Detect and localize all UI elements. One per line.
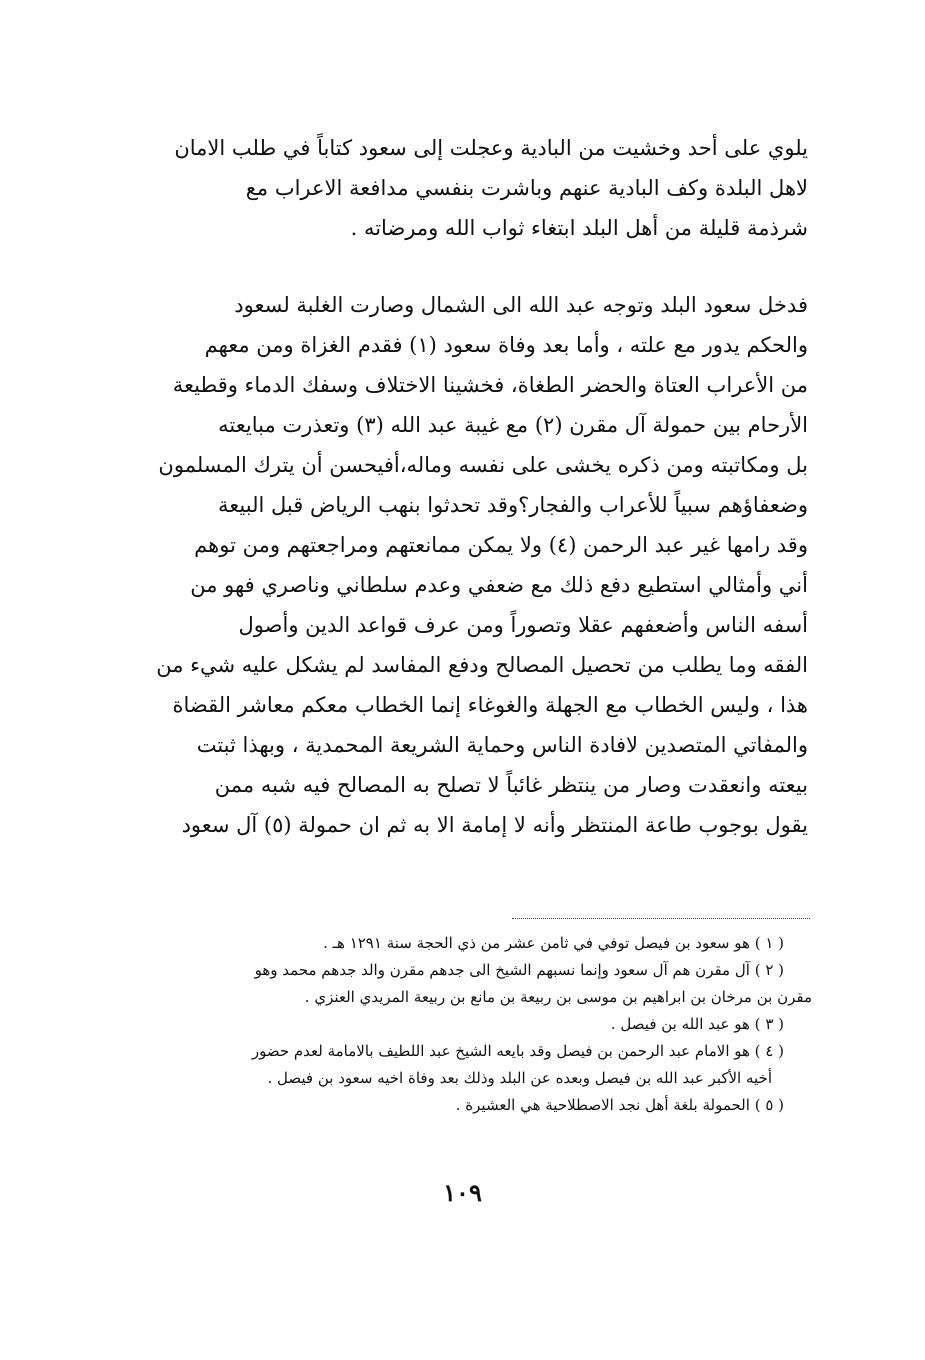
text-line: لاهل البلدة وكف البادية عنهم وباشرت بنفسي مدافعة الاعراب مع xyxy=(245,176,808,200)
text-line: يلوي على أحد وخشيت من البادية وعجلت إلى سعود كتاباً في طلب الامان xyxy=(174,136,808,160)
text-line: وضعفاؤهم سبياً للأعراب والفجار؟وقد تحدثوا بنهب الرياض قبل البيعة xyxy=(218,493,808,517)
footnote-1: ( ١ ) هو سعود بن فيصل توفي في ثامن عشر من ذي الحجة سنة ١٢٩١ هـ . xyxy=(323,934,784,952)
text-line: الأرحام بين حمولة آل مقرن (٢) مع غيبة عبد الله (٣) وتعذرت مبايعته xyxy=(218,413,808,437)
text-line: من الأعراب العتاة والحضر الطغاة، فخشينا الاختلاف وسفك الدماء وقطيعة xyxy=(172,373,808,397)
paragraph-2 xyxy=(120,285,808,845)
page-number: ١٠٩ xyxy=(443,1178,482,1207)
footnotes xyxy=(120,930,812,1119)
footnote-2-continuation: مقرن بن مرخان بن ابراهيم بن موسى بن ربيعة بن مانع بن ربيعة المريدي العنزي . xyxy=(304,988,812,1006)
footnote-2: ( ٢ ) آل مقرن هم آل سعود وإنما نسبهم الشيخ الى جدهم مقرن والد جدهم محمد وهو xyxy=(254,961,784,979)
text-line: والحكم يدور مع علته ، وأما بعد وفاة سعود (١) فقدم الغزاة ومن معهم xyxy=(204,333,808,357)
text-line: فدخل سعود البلد وتوجه عبد الله الى الشمال وصارت الغلبة لسعود xyxy=(234,293,808,317)
footnote-4-continuation: أخيه الأكبر عبد الله بن فيصل وبعده عن البلد وذلك بعد وفاة اخيه سعود بن فيصل . xyxy=(267,1069,772,1087)
footnote-3: ( ٣ ) هو عبد الله بن فيصل . xyxy=(610,1015,784,1033)
text-line: شرذمة قليلة من أهل البلد ابتغاء ثواب الله ومرضاته . xyxy=(350,216,808,240)
footnote-5: ( ٥ ) الحمولة بلغة أهل نجد الاصطلاحية هي العشيرة . xyxy=(455,1096,784,1114)
text-line: والمفاتي المتصدين لافادة الناس وحماية الشريعة المحمدية ، وبهذا ثبتت xyxy=(196,733,808,757)
text-line: وقد رامها غير عبد الرحمن (٤) ولا يمكن ممانعتهم ومراجعتهم ومن توهم xyxy=(194,533,808,557)
text-line: أني وأمثالي استطيع دفع ذلك مع ضعفي وعدم سلطاني وناصري فهو من xyxy=(190,573,808,597)
text-line: بل ومكاتبته ومن ذكره يخشى على نفسه وماله،أفيحسن أن يترك المسلمون xyxy=(158,453,808,477)
text-line: بيعته وانعقدت وصار من ينتظر غائباً لا تصلح به المصالح فيه شبه ممن xyxy=(214,773,808,797)
footnote-4: ( ٤ ) هو الامام عبد الرحمن بن فيصل وقد بايعه الشيخ عبد اللطيف بالامامة لعدم حضور xyxy=(251,1042,784,1060)
text-line: الفقه وما يطلب من تحصيل المصالح ودفع المفاسد لم يشكل عليه شيء من xyxy=(156,653,808,677)
paragraph-1 xyxy=(120,128,808,248)
text-line: هذا ، وليس الخطاب مع الجهلة والغوغاء إنما الخطاب معكم معاشر القضاة xyxy=(172,693,808,717)
text-line: أسفه الناس وأضعفهم عقلا وتصوراً ومن عرف قواعد الدين وأصول xyxy=(238,613,808,637)
text-line: يقول بوجوب طاعة المنتظر وأنه لا إمامة الا به ثم ان حمولة (٥) آل سعود xyxy=(181,813,808,837)
footnote-separator xyxy=(512,918,810,919)
